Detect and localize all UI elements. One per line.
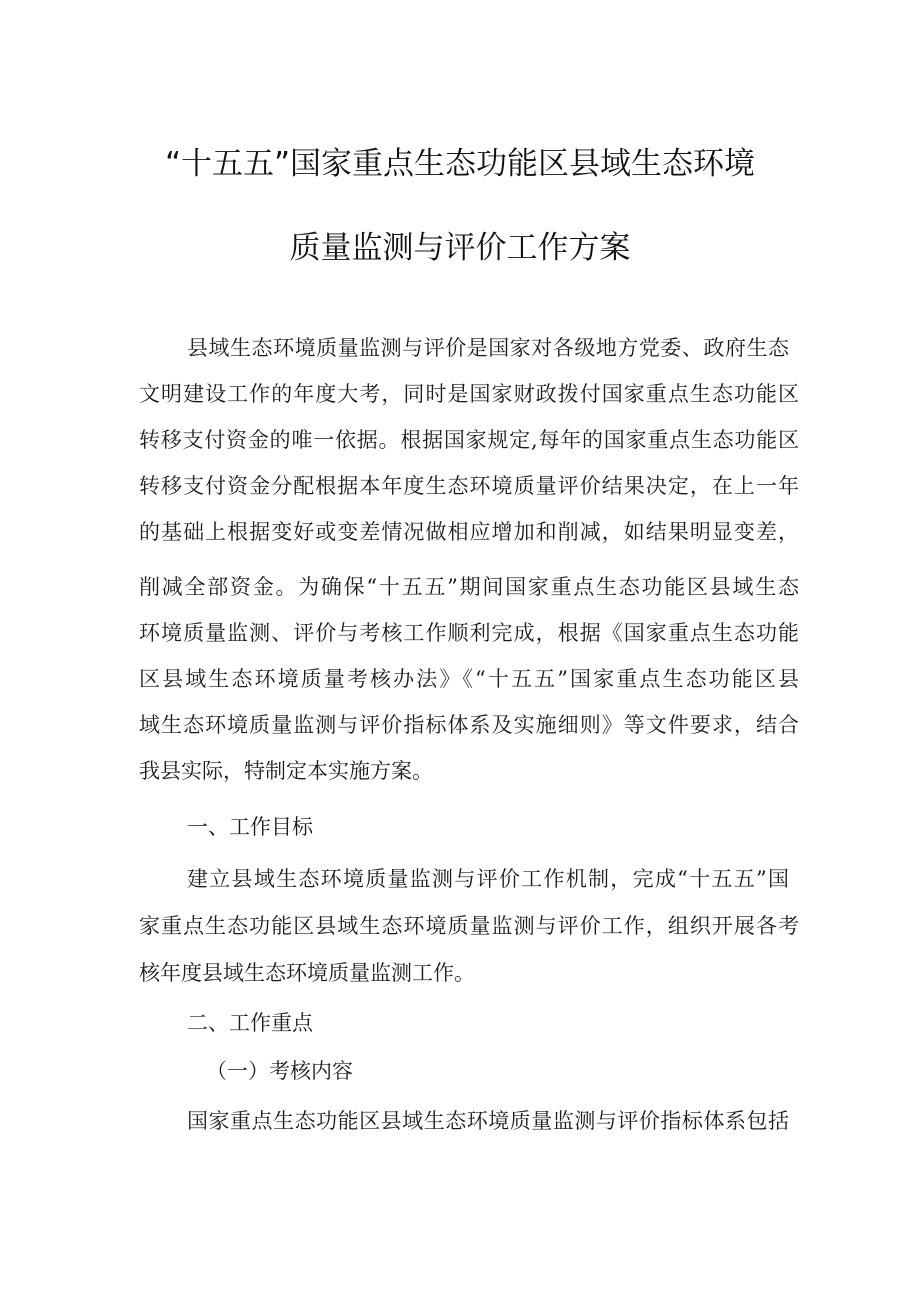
section1-line-1: 建立县域生态环境质量监测与评价工作机制，完成“十五五”国	[187, 867, 789, 891]
intro-line-7: 环境质量监测、评价与考核工作顺利完成，根据《国家重点生态功能	[139, 621, 799, 645]
intro-line-3: 转移支付资金的唯一依据。根据国家规定,每年的国家重点生态功能区	[139, 428, 799, 452]
document-title-line-2: 质量监测与评价工作方案	[289, 230, 631, 266]
intro-line-10: 我县实际，特制定本实施方案。	[139, 759, 433, 783]
intro-line-6: 削减全部资金。为确保“十五五”期间国家重点生态功能区县域生态	[139, 575, 799, 599]
intro-line-1: 县域生态环境质量监测与评价是国家对各级地方党委、政府生态	[187, 336, 789, 360]
subsection-heading-assessment-content: （一）考核内容	[206, 1059, 353, 1083]
section-heading-work-goals: 一、工作目标	[187, 815, 313, 839]
section1-line-3: 核年度县域生态环境质量监测工作。	[139, 961, 475, 985]
intro-line-8: 区县域生态环境质量考核办法》《“十五五”国家重点生态功能区县	[139, 667, 799, 691]
document-title-line-1: “十五五”国家重点生态功能区县域生态环境	[164, 146, 756, 182]
intro-line-5: 的基础上根据变好或变差情况做相应增加和削减，如结果明显变差，	[139, 520, 799, 544]
intro-line-9: 域生态环境质量监测与评价指标体系及实施细则》等文件要求，结合	[139, 713, 799, 737]
section1-line-2: 家重点生态功能区县域生态环境质量监测与评价工作，组织开展各考	[139, 914, 799, 938]
intro-line-2: 文明建设工作的年度大考，同时是国家财政拨付国家重点生态功能区	[139, 382, 799, 406]
intro-line-4: 转移支付资金分配根据本年度生态环境质量评价结果决定，在上一年	[139, 474, 799, 498]
section-heading-work-focus: 二、工作重点	[187, 1011, 313, 1035]
subsection1-line-1: 国家重点生态功能区县域生态环境质量监测与评价指标体系包括	[187, 1109, 789, 1133]
